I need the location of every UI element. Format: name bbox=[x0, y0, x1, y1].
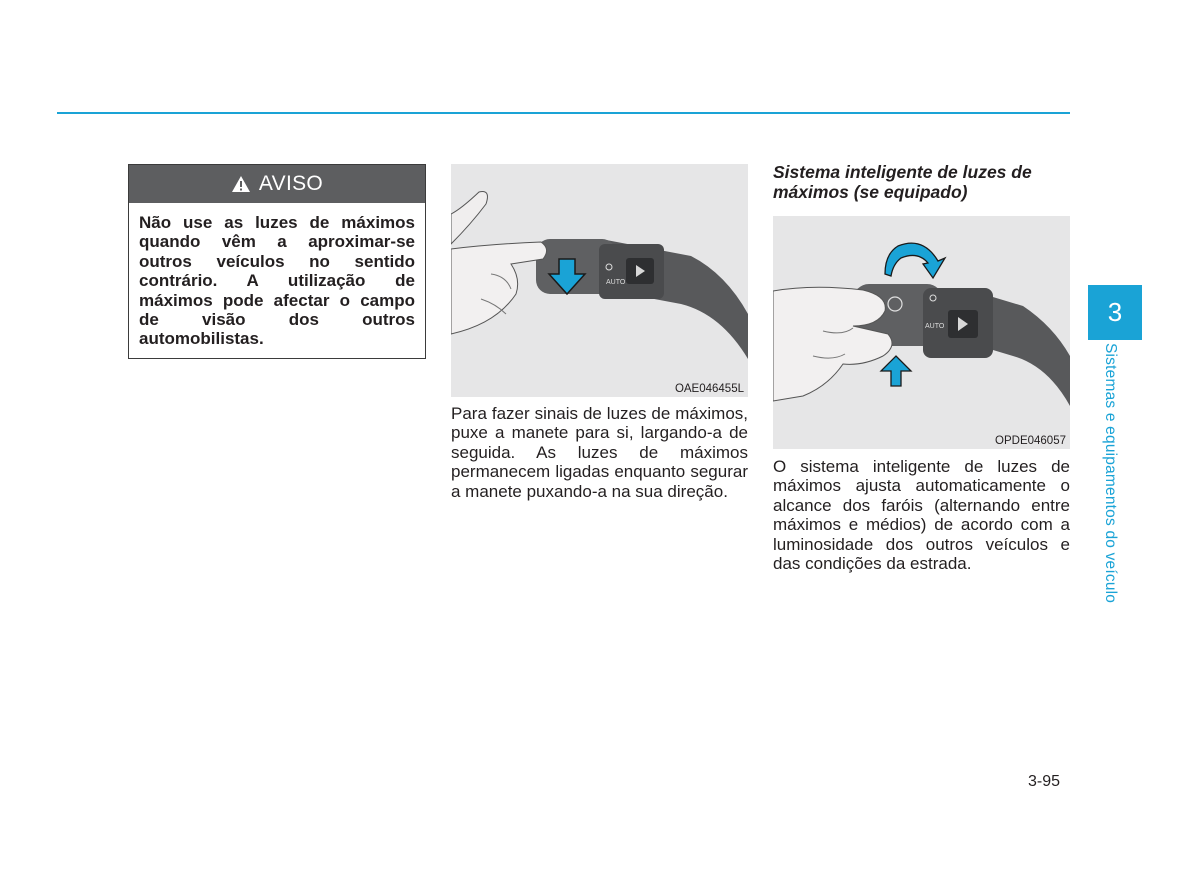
warning-triangle-icon bbox=[231, 175, 251, 193]
chapter-title: Sistemas e equipamentos do veículo bbox=[1102, 343, 1119, 604]
warning-box bbox=[128, 164, 426, 359]
stalk-illustration-1 bbox=[451, 164, 748, 397]
figure-code: OPDE046057 bbox=[995, 435, 1066, 447]
svg-text:AUTO: AUTO bbox=[606, 279, 626, 286]
warning-title: AVISO bbox=[258, 172, 324, 195]
figure-intelligent-high-beam bbox=[773, 216, 1070, 449]
svg-text:AUTO: AUTO bbox=[925, 323, 945, 330]
figure-code: OAE046455L bbox=[674, 383, 744, 395]
warning-text: Não use as luzes de máximos quando vêm a aproximar-se outros veículos no sentido contrário. A utilização de máximos pode afectar o campo de visão dos outros automobilistas. bbox=[139, 213, 415, 349]
paragraph-intelligent-high-beam: O sistema inteligente de luzes de máximos ajusta automaticamente o alcance dos faróis (alternando entre máximos e médios) de acordo com a luminosidade dos outros veículos e das condições da estrada. bbox=[773, 457, 1070, 574]
page-number: 3-95 bbox=[1028, 773, 1061, 790]
warning-header bbox=[129, 165, 425, 203]
figure-flash-to-pass bbox=[451, 164, 748, 397]
section-heading: Sistema inteligente de luzes de máximos (se equipado) bbox=[773, 162, 1032, 202]
paragraph-flash-to-pass: Para fazer sinais de luzes de máximos, puxe a manete para si, largando-a de seguida. As luzes de máximos permanecem ligadas enquanto segurar a manete puxando-a na sua direção. bbox=[451, 404, 748, 501]
header-rule bbox=[57, 112, 1070, 114]
stalk-illustration-2 bbox=[773, 216, 1070, 449]
chapter-tab: 3 bbox=[1088, 285, 1142, 340]
